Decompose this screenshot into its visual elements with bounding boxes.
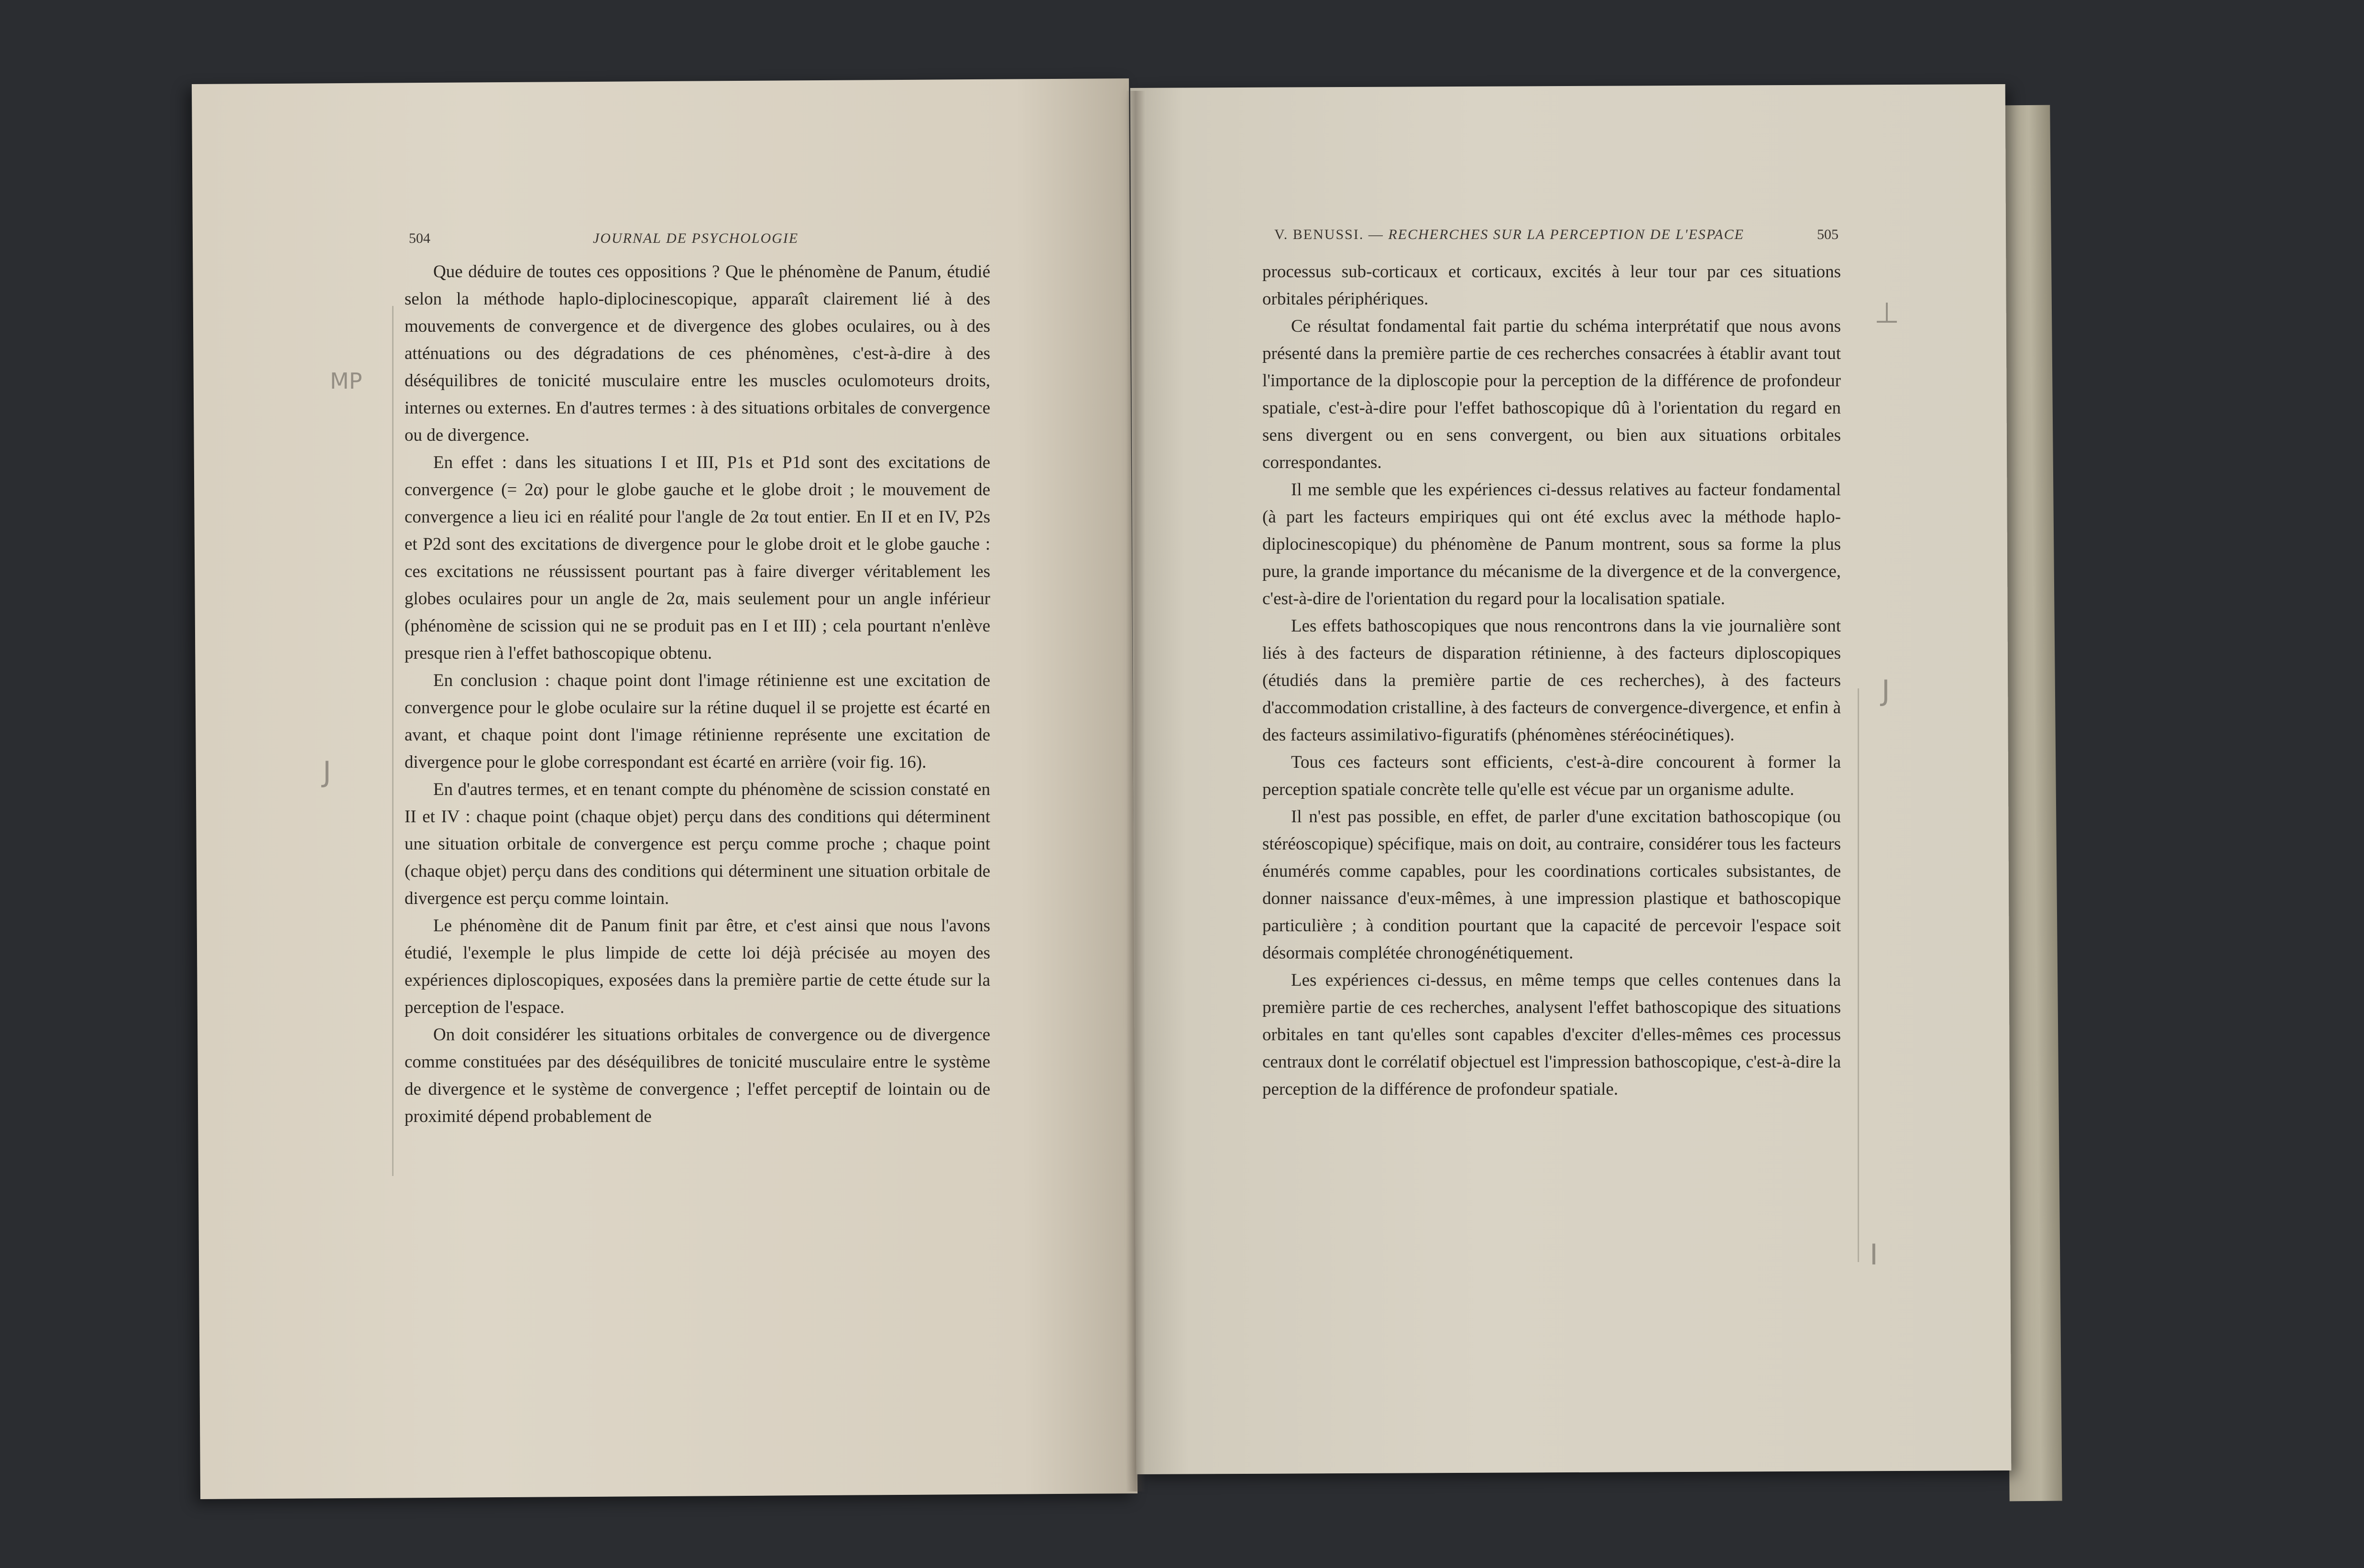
paragraph: Le phénomène dit de Panum finit par être, et c'est ainsi que nous l'avons étudié, l'exemple le plus limpide de cette loi déjà précisée au moyen des expériences diploscopiques, exposées dans la première partie de cette étude sur la perception de l'espace. <box>405 916 990 1017</box>
left-page-number: 504 <box>409 230 430 246</box>
paragraph: processus sub-corticaux et corticaux, excités à leur tour par ces situations orbitales périphériques. <box>1262 262 1841 309</box>
paragraph: Il n'est pas possible, en effet, de parler d'une excitation bathoscopique (ou stéréoscopique) spécifique, mais on doit, au contraire, considérer tous les facteurs énumérés comme capables, pour les coordinations corticales subsistantes, de donner naissance d'eux-mêmes, à une impression plastique et bathoscopique particulière ; à condition pourtant que la capacité de percevoir l'espace soit désormais complétée chronogénétiquement. <box>1262 807 1841 963</box>
right-body-text <box>1262 258 1841 1103</box>
paragraph: En effet : dans les situations I et III, P1s et P1d sont des excitations de convergence (= 2α) pour le globe gauche et le globe droit ; le mouvement de convergence a lieu ici en réalité pour l'angle de 2α tout entier. En II et en IV, P2s et P2d sont des excitations de divergence pour le globe droit et le globe gauche : ces excitations ne réussissent pourtant pas à faire diverger véritablement les globes oculaires pour un angle de 2α, mais seulement pour un angle inférieur (phénomène de scission qui ne se produit pas en I et III) ; cela pourtant n'enlève presque rien à l'effet bathoscopique obtenu. <box>405 453 990 663</box>
journal-title: JOURNAL DE PSYCHOLOGIE <box>593 230 799 246</box>
pencil-mark-i-right: I <box>1870 1238 1878 1272</box>
pencil-mark-top-right: ⊥ <box>1874 296 1900 330</box>
paragraph: Il me semble que les expériences ci-dessus relatives au facteur fondamental (à part les facteurs empiriques qui ont été exclus avec la méthode haplo-diplocinescopique) du phénomène de Panum montrent, sous sa forme la plus pure, la grande importance du mécanisme de la divergence et de la convergence, c'est-à-dire de l'orientation du regard pour la localisation spatiale. <box>1262 480 1841 609</box>
article-title: RECHERCHES SUR LA PERCEPTION DE L'ESPACE <box>1388 227 1744 242</box>
left-running-title <box>593 230 799 247</box>
author-name: V. BENUSSI. — <box>1274 227 1384 242</box>
book-gutter <box>1126 91 1145 1492</box>
right-running-head <box>1274 227 1744 243</box>
pencil-margin-line-right <box>1858 688 1859 1262</box>
pencil-mark-j-right: J <box>1882 674 1890 708</box>
pencil-mark-j-left: J <box>323 755 331 789</box>
right-page-number: 505 <box>1817 227 1839 242</box>
paragraph: On doit considérer les situations orbitales de convergence ou de divergence comme constituées par des déséquilibres de tonicité musculaire entre le système de divergence et le système de convergence ; l'effet perceptif de lointain ou de proximité dépend probablement de <box>405 1025 990 1126</box>
paragraph: En d'autres termes, et en tenant compte du phénomène de scission constaté en II et IV : chaque point (chaque objet) perçu dans des conditions qui déterminent une situation orbitale de convergence est perçu comme proche ; chaque point (chaque objet) perçu dans des conditions qui déterminent une situation orbitale de divergence est perçu comme lointain. <box>405 780 990 908</box>
pencil-margin-line-left <box>392 306 394 1176</box>
paragraph: Ce résultat fondamental fait partie du schéma interprétatif que nous avons présenté dans la première partie de ces recherches consacrées à établir avant tout l'importance de la diploscopie pour la perception de la différence de profondeur spatiale, c'est-à-dire pour l'effet bathoscopique dû à l'orientation du regard en sens divergent ou en sens convergent, ou bien aux situations orbitales correspondantes. <box>1262 316 1841 472</box>
pencil-mark-mp: MP <box>330 368 362 394</box>
paragraph: Les effets bathoscopiques que nous rencontrons dans la vie journalière sont liés à des facteurs de disparation rétinienne, à des facteurs diploscopiques (étudiés dans la première partie de ces recherches), à des facteurs d'accommodation cristalline, à des facteurs de convergence-divergence, et enfin à des facteurs assimilativo-figuratifs (phénomènes stéréocinétiques). <box>1262 616 1841 745</box>
paragraph: Les expériences ci-dessus, en même temps que celles contenues dans la première partie de ces recherches, analysent l'effet bathoscopique des situations orbitales en tant qu'elles sont capables d'exciter d'elles-mêmes ces processus centraux dont le corrélatif objectuel est l'impression bathoscopique, c'est-à-dire la perception de la différence de profondeur spatiale. <box>1262 970 1841 1099</box>
paragraph: Que déduire de toutes ces oppositions ? Que le phénomène de Panum, étudié selon la méthode haplo-diplocinescopique, apparaît clairement lié à des mouvements de convergence et de divergence des globes oculaires, ou à des atténuations ou des dégradations de ces phénomènes, c'est-à-dire à des déséquilibres de tonicité musculaire entre les muscles oculomoteurs droits, internes ou externes. En d'autres termes : à des situations orbitales de convergence ou de divergence. <box>405 262 990 445</box>
left-body-text <box>405 258 990 1130</box>
paragraph: En conclusion : chaque point dont l'image rétinienne est une excitation de convergence pour le globe oculaire sur la rétine duquel il se projette est écarté en avant, et chaque point dont l'image rétinienne représente une excitation de divergence pour le globe correspondant est écarté en arrière (voir fig. 16). <box>405 671 990 772</box>
paragraph: Tous ces facteurs sont efficients, c'est-à-dire concourent à former la perception spatiale concrète telle qu'elle est vécue par un organisme adulte. <box>1262 752 1841 799</box>
